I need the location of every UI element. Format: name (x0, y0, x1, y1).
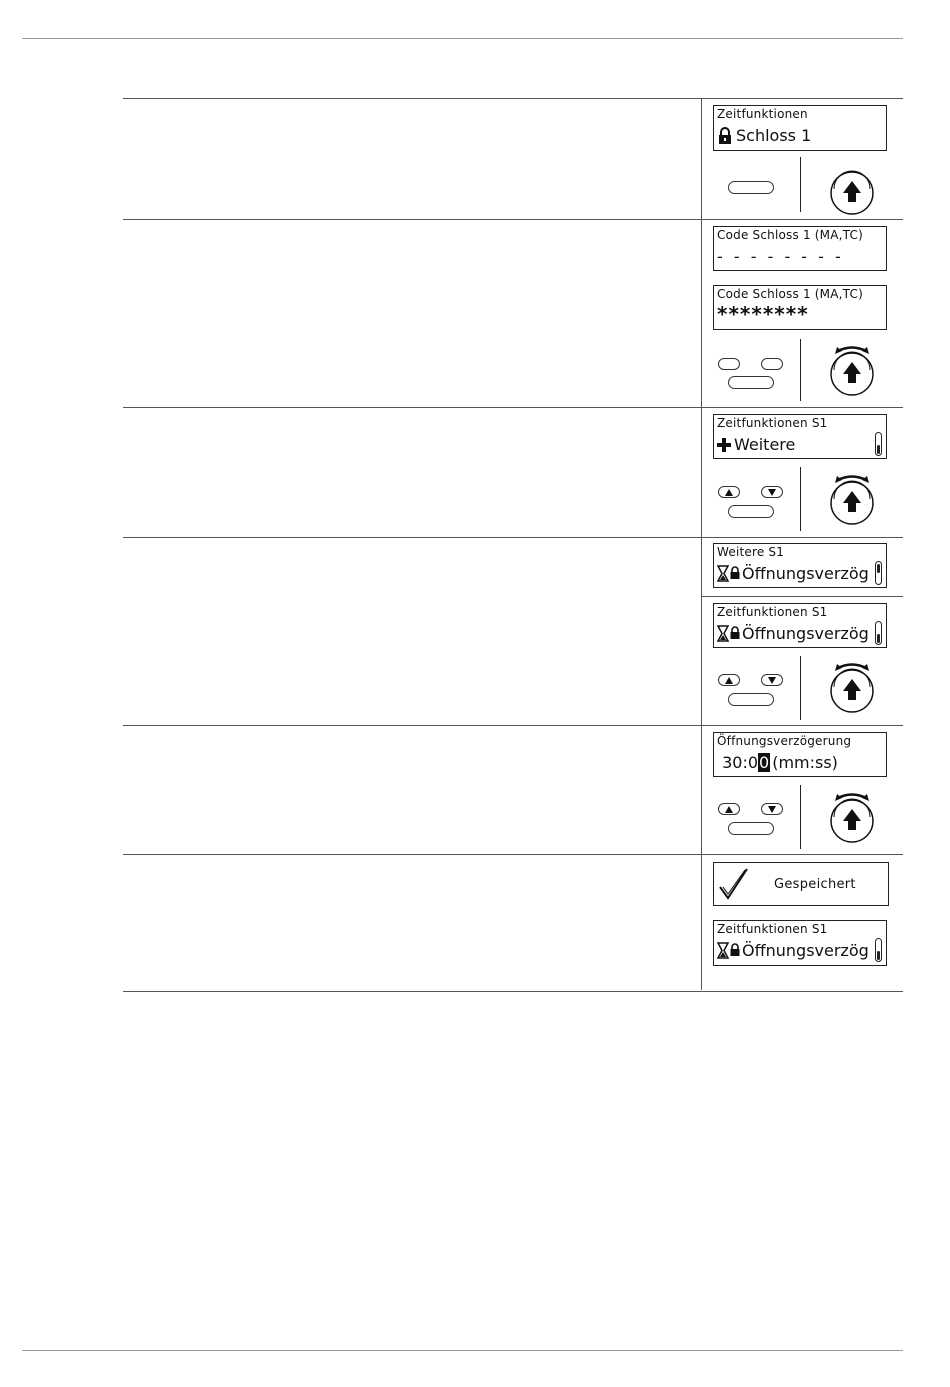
keypad-separator (800, 157, 801, 212)
lcd-line2-text: Öffnungsverzög (742, 941, 869, 960)
lcd-display (713, 920, 887, 966)
keypad-key[interactable] (728, 693, 774, 706)
lcd-line1: Code Schloss 1 (MA,TC) (717, 287, 863, 301)
knob-icon (829, 162, 875, 216)
scroll-indicator (875, 938, 882, 962)
cell-divider (701, 596, 903, 597)
keypad-key[interactable] (718, 358, 740, 370)
lcd-line2 (717, 624, 869, 643)
checkmark-icon (719, 867, 749, 901)
up-key[interactable] (718, 674, 740, 686)
hourglass-lock-icon (717, 625, 741, 642)
lcd-line1: Weitere S1 (717, 545, 785, 559)
knob-icon (829, 790, 875, 844)
keypad-key[interactable] (728, 505, 774, 518)
lcd-line2-text: Öffnungsverzög (742, 624, 869, 643)
lcd-line2-text: Öffnungsverzög (742, 564, 869, 583)
lcd-line1: Zeitfunktionen (717, 107, 808, 121)
down-key[interactable] (761, 803, 783, 815)
down-key[interactable] (761, 674, 783, 686)
lcd-line1: Zeitfunktionen S1 (717, 922, 828, 936)
lcd-line1: Zeitfunktionen S1 (717, 605, 828, 619)
lcd-display (713, 603, 887, 648)
lcd-display (713, 285, 887, 330)
arrow-down-icon (768, 677, 776, 684)
lcd-line2 (717, 126, 811, 145)
lcd-line2: - - - - - - - - (717, 247, 844, 266)
lcd-line2: ******** (717, 302, 809, 326)
bottom-rule (22, 1350, 903, 1351)
top-rule (22, 38, 903, 39)
lcd-line2 (717, 941, 869, 960)
time-unit: (mm:ss) (772, 753, 838, 772)
lcd-line1: Code Schloss 1 (MA,TC) (717, 228, 863, 242)
lcd-line2 (717, 564, 869, 583)
lcd-display (713, 105, 887, 151)
lcd-line1: Öffnungsverzögerung (717, 734, 852, 748)
up-key[interactable] (718, 486, 740, 498)
lcd-line2 (717, 435, 795, 454)
arrow-down-icon (768, 806, 776, 813)
arrow-up-icon (725, 489, 733, 496)
keypad-separator (800, 656, 801, 720)
rotary-knob[interactable] (829, 343, 875, 397)
lcd-line2 (717, 753, 838, 772)
knob-icon (829, 472, 875, 526)
enter-knob[interactable] (829, 162, 875, 216)
scroll-indicator (875, 561, 882, 585)
time-value: 30:0 (717, 753, 759, 772)
column-divider (701, 98, 702, 990)
hourglass-lock-icon (717, 565, 741, 582)
lcd-display (713, 543, 887, 588)
rotary-knob[interactable] (829, 790, 875, 844)
arrow-up-icon (725, 806, 733, 813)
saved-text: Gespeichert (774, 877, 856, 892)
edit-cursor: 0 (759, 753, 770, 772)
keypad-key[interactable] (728, 822, 774, 835)
keypad-separator (800, 339, 801, 401)
arrow-down-icon (768, 489, 776, 496)
scroll-indicator (875, 621, 882, 645)
hourglass-lock-icon (717, 942, 741, 959)
rotary-knob[interactable] (829, 660, 875, 714)
knob-icon (829, 660, 875, 714)
keypad-separator (800, 785, 801, 849)
lcd-line1: Zeitfunktionen S1 (717, 416, 828, 430)
down-key[interactable] (761, 486, 783, 498)
lcd-display (713, 732, 887, 777)
keypad-separator (800, 467, 801, 531)
rotary-knob[interactable] (829, 472, 875, 526)
keypad-key[interactable] (728, 376, 774, 389)
arrow-up-icon (725, 677, 733, 684)
keypad-key[interactable] (761, 358, 783, 370)
lcd-display (713, 414, 887, 459)
lcd-display (713, 226, 887, 271)
lock-icon (717, 127, 733, 144)
scroll-indicator (875, 432, 882, 456)
knob-icon (829, 343, 875, 397)
up-key[interactable] (718, 803, 740, 815)
saved-message (713, 862, 889, 906)
lcd-line2-text: Schloss 1 (736, 126, 812, 145)
keypad-key[interactable] (728, 181, 774, 194)
lcd-line2-text: Weitere (734, 435, 796, 454)
plus-icon (717, 438, 731, 452)
